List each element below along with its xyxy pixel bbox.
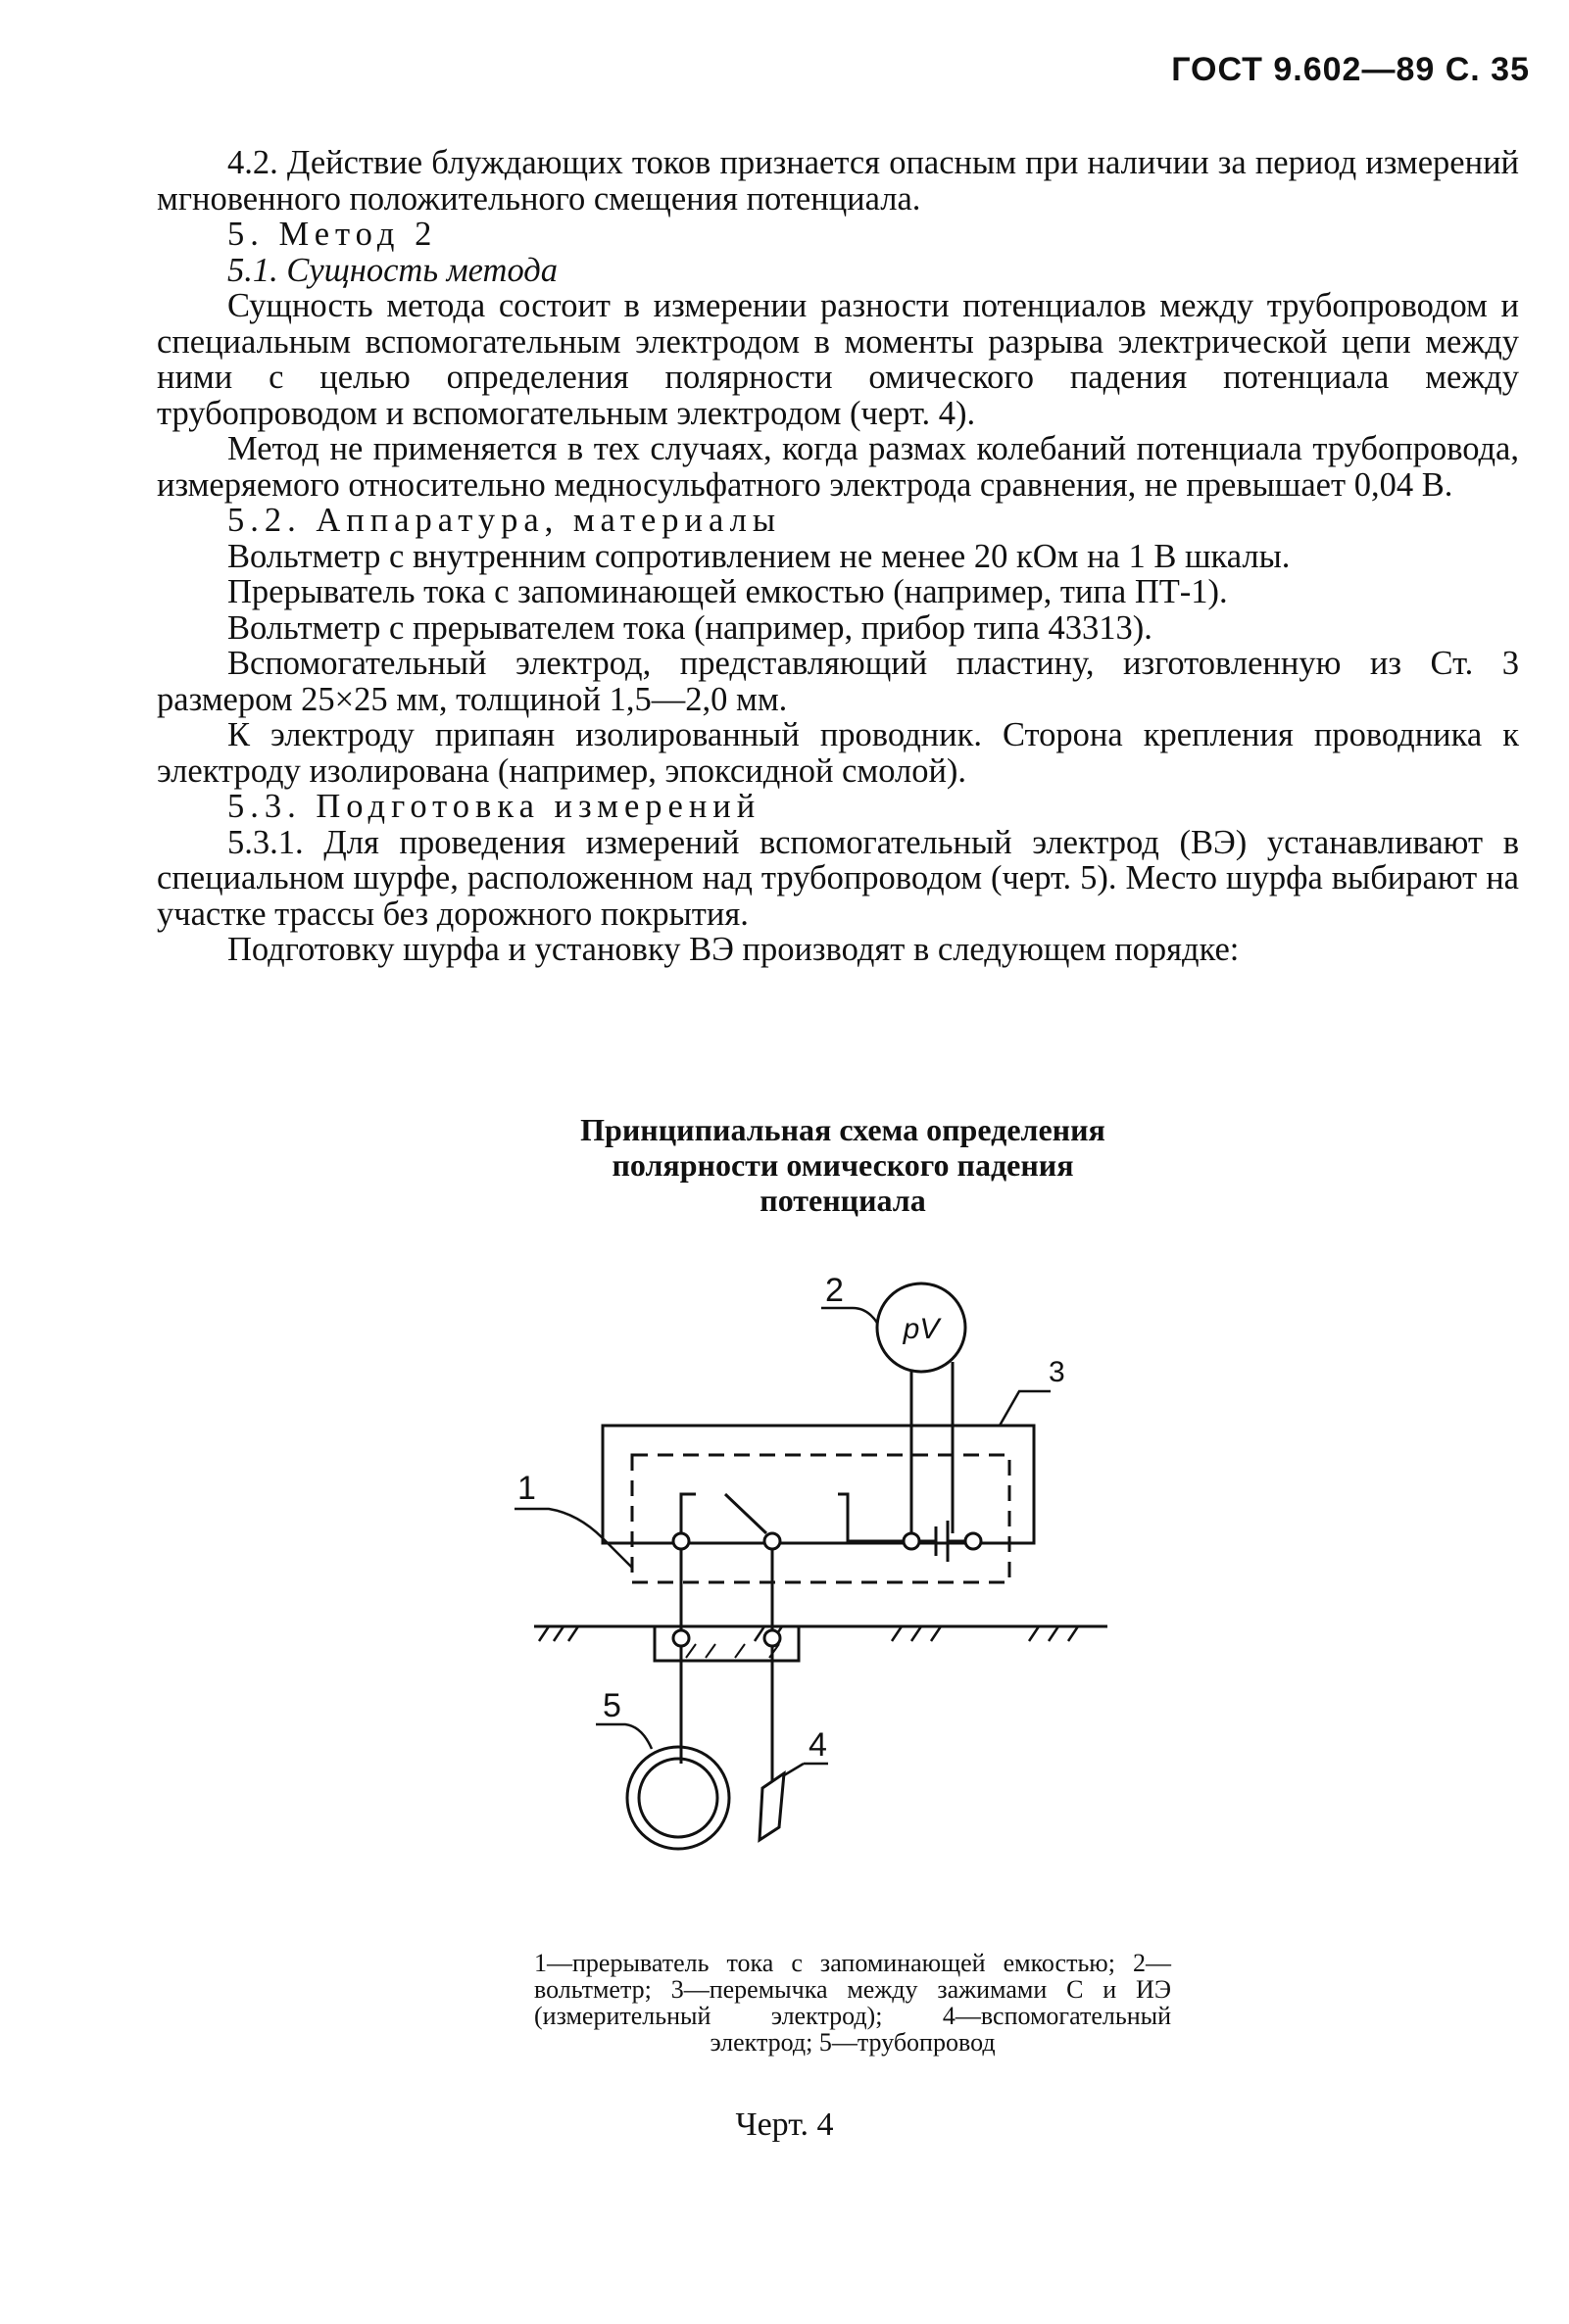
figure-legend: 1—прерыватель тока с запоминающей емкостью; 2—вольтметр; 3—перемычка между зажимами С и ИЭ (измерительный электрод); 4—вспомогательный электрод; 5—трубопровод [534,1949,1171,2057]
terminal-c [904,1533,919,1549]
figure-title-line-3: потенциала [760,1183,926,1218]
label-4: 4 [809,1726,827,1764]
paragraph-interrupter: Прерыватель тока с запоминающей емкостью (например, типа ПТ-1). [227,573,1228,610]
label-1: 1 [517,1470,536,1507]
capacitor [919,1521,965,1562]
terminal-d [965,1533,981,1549]
heading-5-2: 5.2. Аппаратура, материалы [227,502,782,539]
block-hatching [686,1644,779,1658]
paragraph-limitation: Метод не применяется в тех случаях, когда размах колебаний потенциала трубопровода, измеряемого относительно медносульфатного электрода сравнения, не превышает 0,04 В. [157,430,1519,504]
leader-4 [784,1764,828,1775]
capacitor-branch [838,1494,907,1541]
paragraph-aux-electrode: Вспомогательный электрод, представляющий пластину, изготовленную из Ст. 3 размером 25×25 мм, толщиной 1,5—2,0 мм. [157,645,1519,718]
paragraph-essence: Сущность метода состоит в измерении разности потенциалов между трубопроводом и специальным вспомогательным электродом в моменты разрыва электрической цепи между ними с целью определения полярности омического падения потенциала между трубопроводом и вспомогательным электродом (черт. 4). [157,287,1519,432]
figure-title-line-2: полярности омического падения [612,1147,1074,1183]
leader-1 [515,1509,632,1568]
label-3: 3 [1049,1356,1065,1388]
aux-electrode [760,1773,784,1840]
body-text [157,145,1519,968]
figure-caption: Черт. 4 [735,2106,834,2143]
leader-3 [1000,1391,1051,1426]
figure-title [441,1112,1245,1218]
terminal-a [673,1533,689,1549]
paragraph-conductor: К электроду припаян изолированный проводник. Сторона крепления проводника к электроду изолирована (например, эпоксидной смолой). [157,716,1519,790]
terminal-b [764,1533,780,1549]
paragraph-preparation: Подготовку шурфа и установку ВЭ производят в следующем порядке: [227,931,1240,968]
leader-5 [596,1724,652,1749]
paragraph-5-3-1: 5.3.1. Для проведения измерений вспомогательный электрод (ВЭ) устанавливают в специальном шурфе, расположенном над трубопроводом (черт. 5). Место шурфа выбирают на участке трассы без дорожного покрытия. [157,823,1519,933]
heading-5-3: 5.3. Подготовка измерений [227,788,761,825]
leader-2 [821,1308,877,1323]
block-terminal-right [764,1630,780,1646]
heading-method-2: 5. Метод 2 [227,216,438,253]
paragraph-4-2: 4.2. Действие блуждающих токов признается опасным при наличии за период измерений мгновенного положительного смещения потенциала. [157,144,1519,218]
page-header: ГОСТ 9.602—89 С. 35 [1171,51,1530,88]
figure-title-line-1: Принципиальная схема определения [580,1112,1105,1147]
switch-left-contact [681,1494,696,1533]
paragraph-voltmeter: Вольтметр с внутренним сопротивлением не менее 20 кОм на 1 В шкалы. [227,537,1291,575]
circuit-diagram [510,1254,1137,1862]
voltmeter-label: pV [903,1313,940,1345]
ground-hatching [539,1626,1078,1641]
block-terminal-left [673,1630,689,1646]
jumper-frame [603,1426,1034,1543]
paragraph-voltmeter-interrupter: Вольтметр с прерывателем тока (например, прибор типа 43313). [227,608,1152,647]
switch-blade [725,1494,766,1533]
pipeline-outer [627,1747,729,1849]
label-5: 5 [603,1687,621,1724]
heading-5-1: 5.1. Сущность метода [227,251,558,289]
pipeline-inner [639,1759,717,1837]
label-2: 2 [825,1272,844,1309]
